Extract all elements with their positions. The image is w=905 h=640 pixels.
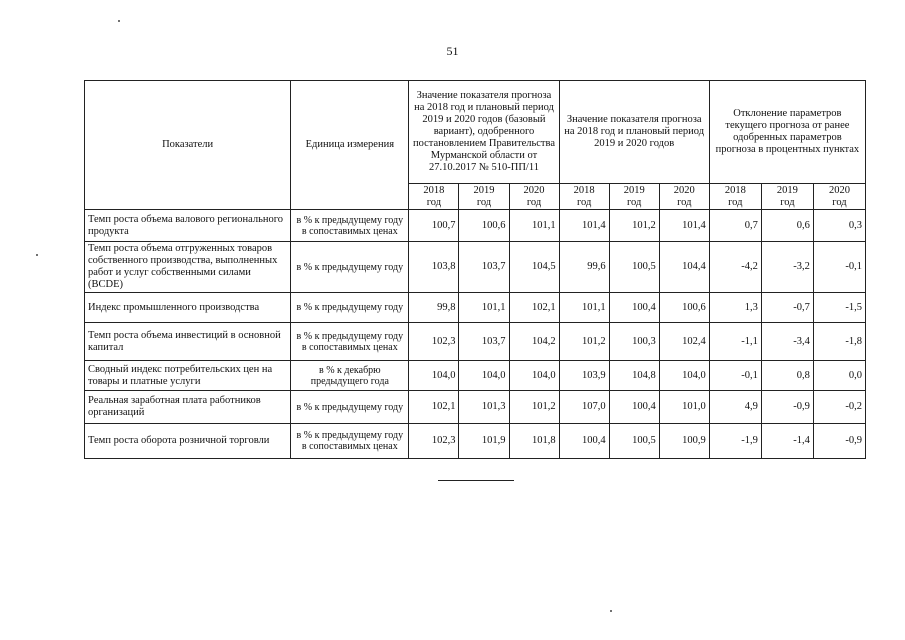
header-year-suffix: год	[677, 196, 692, 208]
header-year	[709, 184, 761, 210]
header-year-value: 2019	[623, 185, 645, 196]
value-cell: 104,0	[409, 361, 459, 391]
value-cell: 100,4	[559, 424, 609, 459]
value-cell: 100,6	[459, 210, 509, 242]
value-cell: 0,6	[761, 210, 813, 242]
value-cell: 103,8	[409, 242, 459, 293]
value-cell: 104,5	[509, 242, 559, 293]
indicator-cell: Темп роста объема инвестиций в основной капитал	[85, 323, 291, 361]
value-cell: 101,4	[559, 210, 609, 242]
unit-cell: в % к предыдущему году в сопоставимых ценах	[291, 424, 409, 459]
value-cell: -0,9	[761, 391, 813, 424]
header-year-value: 2018	[724, 185, 746, 196]
header-year-value: 2020	[828, 185, 850, 196]
header-year-suffix: год	[426, 196, 442, 208]
value-cell: -4,2	[709, 242, 761, 293]
value-cell: 99,8	[409, 293, 459, 323]
header-year-value: 2019	[776, 185, 798, 196]
table-row	[85, 391, 866, 424]
value-cell: -0,1	[813, 242, 865, 293]
header-unit: Единица измерения	[291, 81, 409, 210]
value-cell: 104,4	[659, 242, 709, 293]
value-cell: -1,9	[709, 424, 761, 459]
table-row	[85, 323, 866, 361]
value-cell: 103,9	[559, 361, 609, 391]
value-cell: 101,1	[559, 293, 609, 323]
header-year-suffix: год	[728, 196, 743, 208]
value-cell: 102,3	[409, 323, 459, 361]
header-year-value: 2018	[573, 185, 595, 196]
value-cell: 101,1	[509, 210, 559, 242]
value-cell: 103,7	[459, 242, 509, 293]
value-cell: 101,0	[659, 391, 709, 424]
indicator-cell: Сводный индекс потребительских цен на товары и платные услуги	[85, 361, 291, 391]
value-cell: 100,4	[609, 293, 659, 323]
value-cell: 102,3	[409, 424, 459, 459]
value-cell: 100,5	[609, 242, 659, 293]
scan-speck	[36, 254, 38, 256]
value-cell: -1,4	[761, 424, 813, 459]
value-cell: -0,1	[709, 361, 761, 391]
value-cell: 100,4	[609, 391, 659, 424]
table-row	[85, 210, 866, 242]
value-cell: 101,8	[509, 424, 559, 459]
header-year	[559, 184, 609, 210]
indicator-cell: Темп роста объема отгруженных товаров собственного производства, выполненных работ и услуг собственными силами (BCDE)	[85, 242, 291, 293]
unit-cell: в % к предыдущему году в сопоставимых ценах	[291, 210, 409, 242]
value-cell: -1,1	[709, 323, 761, 361]
unit-cell: в % к предыдущему году	[291, 391, 409, 424]
value-cell: 102,1	[409, 391, 459, 424]
header-year-suffix: год	[576, 196, 592, 208]
scan-speck	[118, 20, 120, 22]
value-cell: 0,8	[761, 361, 813, 391]
table-row	[85, 424, 866, 459]
header-year-suffix: год	[627, 196, 642, 208]
unit-cell: в % к декабрю предыдущего года	[291, 361, 409, 391]
indicator-cell: Темп роста объема валового регионального продукта	[85, 210, 291, 242]
value-cell: -0,7	[761, 293, 813, 323]
value-cell: -1,5	[813, 293, 865, 323]
header-year	[659, 184, 709, 210]
value-cell: 104,0	[659, 361, 709, 391]
value-cell: 99,6	[559, 242, 609, 293]
header-year-suffix: год	[476, 196, 492, 208]
unit-cell: в % к предыдущему году в сопоставимых ценах	[291, 323, 409, 361]
value-cell: 103,7	[459, 323, 509, 361]
value-cell: 100,3	[609, 323, 659, 361]
value-cell: 107,0	[559, 391, 609, 424]
header-year	[813, 184, 865, 210]
value-cell: -0,9	[813, 424, 865, 459]
header-year	[509, 184, 559, 210]
table-row	[85, 293, 866, 323]
value-cell: 104,0	[509, 361, 559, 391]
header-year-value: 2020	[523, 185, 545, 196]
header-year-value: 2020	[673, 185, 695, 196]
value-cell: 0,7	[709, 210, 761, 242]
indicator-cell: Индекс промышленного производства	[85, 293, 291, 323]
value-cell: 102,4	[659, 323, 709, 361]
header-group-base: Значение показателя прогноза на 2018 год и плановый период 2019 и 2020 годов (базовый вариант), одобренного постановлением Правительства Мурманской области от 27.10.2017 № 510-ПП/11	[409, 81, 559, 184]
header-year-value: 2019	[473, 185, 495, 196]
header-year	[761, 184, 813, 210]
header-year-value: 2018	[423, 185, 445, 196]
header-year	[609, 184, 659, 210]
header-group-deviation: Отклонение параметров текущего прогноза от ранее одобренных параметров прогноза в процентных пунктах	[709, 81, 865, 184]
value-cell: 102,1	[509, 293, 559, 323]
value-cell: 101,2	[559, 323, 609, 361]
table-row	[85, 361, 866, 391]
header-indicator: Показатели	[85, 81, 291, 210]
value-cell: 101,3	[459, 391, 509, 424]
separator-line	[438, 480, 514, 481]
value-cell: -0,2	[813, 391, 865, 424]
value-cell: 1,3	[709, 293, 761, 323]
header-year-suffix: год	[832, 196, 847, 208]
header-group-current: Значение показателя прогноза на 2018 год и плановый период 2019 и 2020 годов	[559, 81, 709, 184]
value-cell: 104,8	[609, 361, 659, 391]
value-cell: -3,4	[761, 323, 813, 361]
header-year	[459, 184, 509, 210]
value-cell: 0,0	[813, 361, 865, 391]
header-year-suffix: год	[526, 196, 542, 208]
header-year	[409, 184, 459, 210]
value-cell: 100,7	[409, 210, 459, 242]
header-year-suffix: год	[780, 196, 795, 208]
value-cell: 101,2	[509, 391, 559, 424]
value-cell: 0,3	[813, 210, 865, 242]
indicator-cell: Темп роста оборота розничной торговли	[85, 424, 291, 459]
value-cell: 101,1	[459, 293, 509, 323]
value-cell: 101,9	[459, 424, 509, 459]
page-number: 51	[446, 44, 459, 58]
value-cell: 100,5	[609, 424, 659, 459]
indicator-cell: Реальная заработная плата работников организаций	[85, 391, 291, 424]
value-cell: -1,8	[813, 323, 865, 361]
value-cell: 4,9	[709, 391, 761, 424]
table-row	[85, 242, 866, 293]
value-cell: 104,2	[509, 323, 559, 361]
unit-cell: в % к предыдущему году	[291, 293, 409, 323]
value-cell: 104,0	[459, 361, 509, 391]
value-cell: 100,6	[659, 293, 709, 323]
forecast-table	[84, 80, 866, 459]
value-cell: 101,2	[609, 210, 659, 242]
value-cell: 101,4	[659, 210, 709, 242]
value-cell: 100,9	[659, 424, 709, 459]
value-cell: -3,2	[761, 242, 813, 293]
unit-cell: в % к предыдущему году	[291, 242, 409, 293]
scan-speck	[610, 610, 612, 612]
